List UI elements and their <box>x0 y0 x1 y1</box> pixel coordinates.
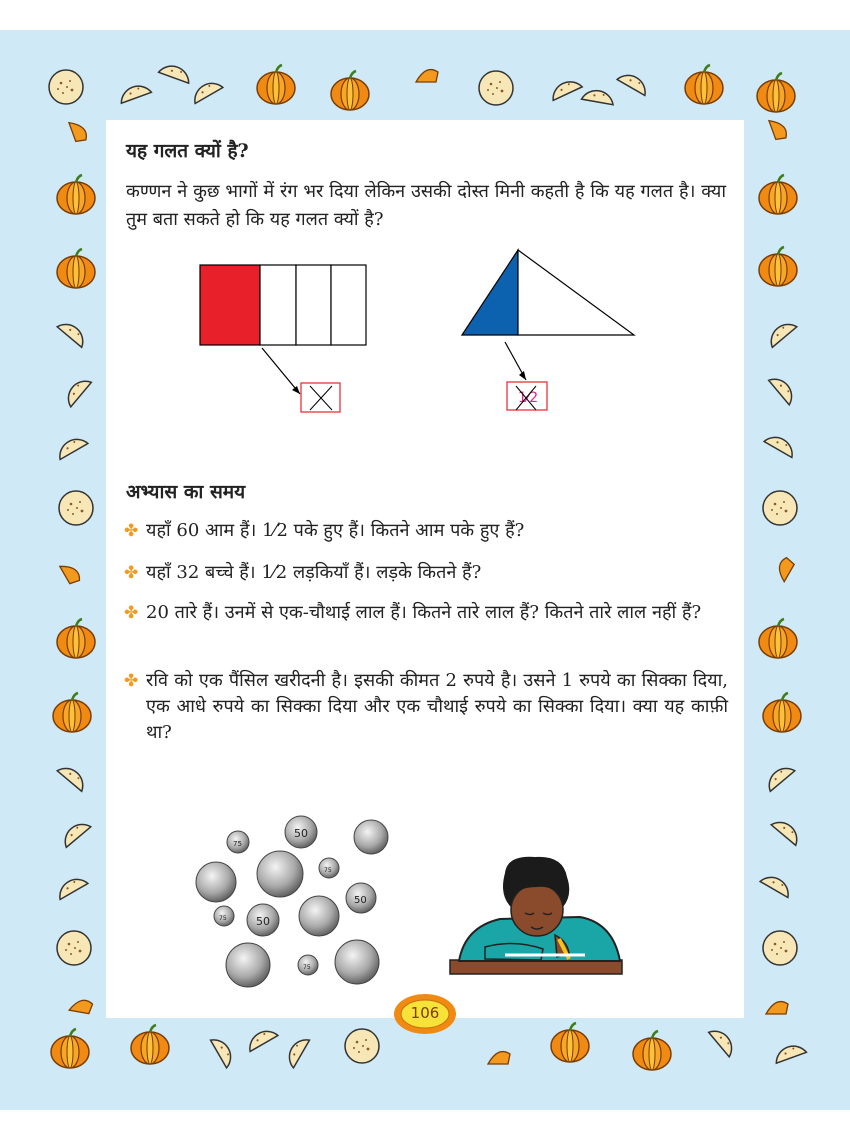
section-heading-why-wrong: यह गलत क्यों है? <box>126 140 249 162</box>
section-heading-practice: अभ्यास का समय <box>126 481 246 503</box>
rectangle-part <box>260 265 296 345</box>
rectangle-part <box>296 265 331 345</box>
coin-value: 50 <box>354 895 367 906</box>
rectangle-part <box>331 265 366 345</box>
coin-value: 75 <box>303 964 311 971</box>
wrong-half-label: 1⁄2 <box>518 390 539 406</box>
bullet-icon: ✤ <box>124 521 139 541</box>
coin-value: 75 <box>219 915 227 922</box>
coin-value: 75 <box>324 867 332 874</box>
rectangle-shaded-part <box>200 265 260 345</box>
why-wrong-paragraph: कण्णन ने कुछ भागों में रंग भर दिया लेकिन उसकी दोस्त मिनी कहती है कि यह गलत है। क्या तुम बता सकते हो कि यह गलत क्यों है? <box>126 181 726 230</box>
coin-value: 50 <box>294 827 308 840</box>
boy-writing-illustration <box>445 855 630 980</box>
triangle-part <box>518 250 634 335</box>
practice-item: ✤ यहाँ 32 बच्चे हैं। 1⁄2 लड़कियाँ हैं। लड़के कितने हैं? <box>124 560 728 586</box>
coins-illustration <box>190 810 410 995</box>
page-number: 106 <box>410 1004 440 1022</box>
coin-value: 50 <box>256 915 270 928</box>
triangle-shaded-part <box>462 250 518 335</box>
page-number-badge <box>392 992 458 1036</box>
coin-value: 75 <box>233 840 242 848</box>
practice-item: ✤ यहाँ 60 आम हैं। 1⁄2 पके हुए हैं। कितने आम पके हुए हैं? <box>124 518 728 544</box>
fraction-diagrams <box>0 0 850 440</box>
bullet-icon: ✤ <box>124 671 139 691</box>
practice-item: ✤ 20 तारे हैं। उनमें से एक-चौथाई लाल हैं। कितने तारे लाल हैं? कितने तारे लाल नहीं हैं? <box>124 600 728 626</box>
practice-item: ✤ रवि को एक पैंसिल खरीदनी है। इसकी कीमत 2 रुपये है। उसने 1 रुपये का सिक्का दिया, एक आधे रुपये का सिक्का दिया और एक चौथाई रुपये का सिक्का दिया। क्या यह काफ़ी था? <box>124 670 728 743</box>
bullet-icon: ✤ <box>124 563 139 583</box>
bullet-icon: ✤ <box>124 603 139 623</box>
